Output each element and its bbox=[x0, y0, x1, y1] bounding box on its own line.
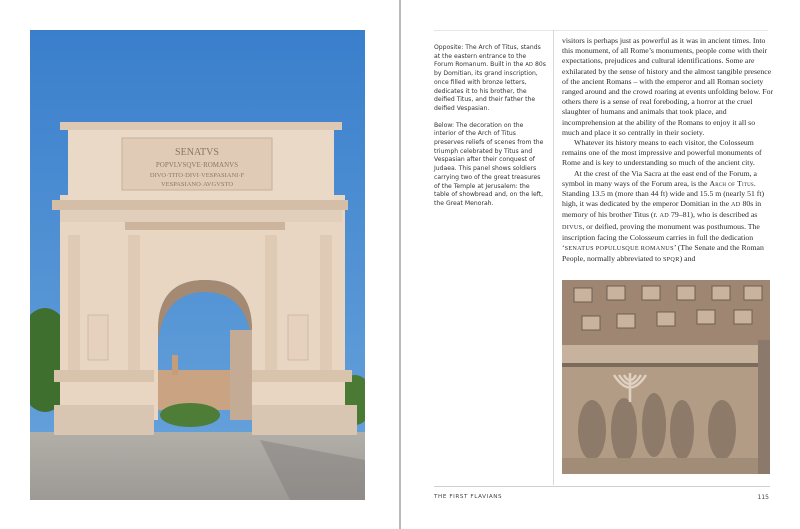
body-text bbox=[562, 36, 774, 265]
footer-rule bbox=[434, 486, 770, 487]
text-run: ) and bbox=[679, 254, 696, 264]
text-run: . Standing 13.5 m (more than 44 ft) wide and 15.5 m (nearly 51 ft) high, it was dedicated by the emperor Domitian in the bbox=[562, 178, 765, 209]
key-term: Arch of Titus bbox=[709, 178, 754, 188]
paragraph: visitors is perhaps just as powerful as it was in ancient times. Into this monument, of all Rome’s monuments, people come with their expectations, prejudices and cultural identifications. Some are exhilarated by the sense of history and the almost tangible presence of the ancient Romans – with the emperor and all Roman society ranged around and the crowd roaring at events unfolding below. For others there is a sense of real foreboding, a horror at the cruel slaughter of humans and animals that took place, and incomprehension at the ability of the Romans to enjoy it all so much and place it so centrally in their society. bbox=[562, 36, 774, 137]
text-run: , or deified, proving the monument was posthumous. The inscription facing the Colosseum carries in full the dedication ‘ bbox=[562, 221, 760, 253]
caption-below bbox=[434, 122, 546, 209]
relief-photo-illustration bbox=[562, 280, 770, 474]
arch-of-titus-photo bbox=[30, 30, 365, 500]
caption-text: The Arch of Titus, stands at the eastern entrance to the Forum Romanum. Built in the bbox=[434, 44, 541, 69]
abbreviation: SPQR bbox=[662, 256, 680, 264]
left-page bbox=[0, 0, 399, 529]
svg-text:SENATVS: SENATVS bbox=[175, 147, 219, 158]
caption-text: The decoration on the interior of the Arch of Titus preserves reliefs of scenes from the triumph celebrated by Titus and Vespasian after their conquest of Judaea. This panel shows soldiers carrying two of the great treasures of the Temple at Jerusalem: the table of showbread and, on the left, the Great Menorah. bbox=[434, 121, 544, 207]
caption-text: 80s by Domitian, its grand inscription, once filled with bronze letters, dedicates it to his brother, the deified Titus, and their father the deified Vespasian. bbox=[434, 61, 546, 112]
paragraph bbox=[562, 169, 774, 266]
top-rule bbox=[434, 30, 768, 31]
svg-text:VESPASIANO·AVGVSTO: VESPASIANO·AVGVSTO bbox=[160, 181, 234, 188]
text-run: ’ (The Senate and the Roman People, normally abbreviated to bbox=[562, 243, 764, 264]
photo-caption bbox=[434, 44, 546, 217]
caption-opposite bbox=[434, 44, 546, 114]
era-abbreviation: AD bbox=[659, 212, 670, 220]
latin-term: DIVUS bbox=[562, 223, 583, 231]
svg-text:POPVLVSQVE·ROMANVS: POPVLVSQVE·ROMANVS bbox=[155, 161, 239, 169]
page-number: 115 bbox=[757, 494, 769, 501]
svg-text:DIVO·TITO·DIVI·VESPASIANI·F: DIVO·TITO·DIVI·VESPASIANI·F bbox=[149, 172, 245, 179]
arch-photo-illustration bbox=[30, 30, 365, 500]
text-run: 80s in memory of his brother Titus (r. bbox=[562, 199, 762, 220]
caption-label: Below: bbox=[434, 121, 455, 129]
era-abbreviation: AD bbox=[525, 62, 534, 69]
column-rule bbox=[553, 30, 554, 485]
text-run: At the crest of the Via Sacra at the east end of the Forum, a symbol in many ways of the Forum area, is the bbox=[562, 168, 757, 188]
paragraph: Whatever its history means to each visitor, the Colosseum remains one of the most impressive and powerful monuments of Rome and is key to understanding so much of the ancient city. bbox=[562, 138, 762, 168]
latin-inscription: SENATUS POPULUSQUE ROMANUS bbox=[564, 245, 674, 253]
text-run: 79–81), who is described as bbox=[671, 210, 758, 220]
running-head: THE FIRST FLAVIANS bbox=[434, 494, 503, 500]
caption-label: Opposite: bbox=[434, 44, 464, 51]
menorah-relief-photo bbox=[562, 280, 770, 474]
era-abbreviation: AD bbox=[730, 201, 741, 209]
